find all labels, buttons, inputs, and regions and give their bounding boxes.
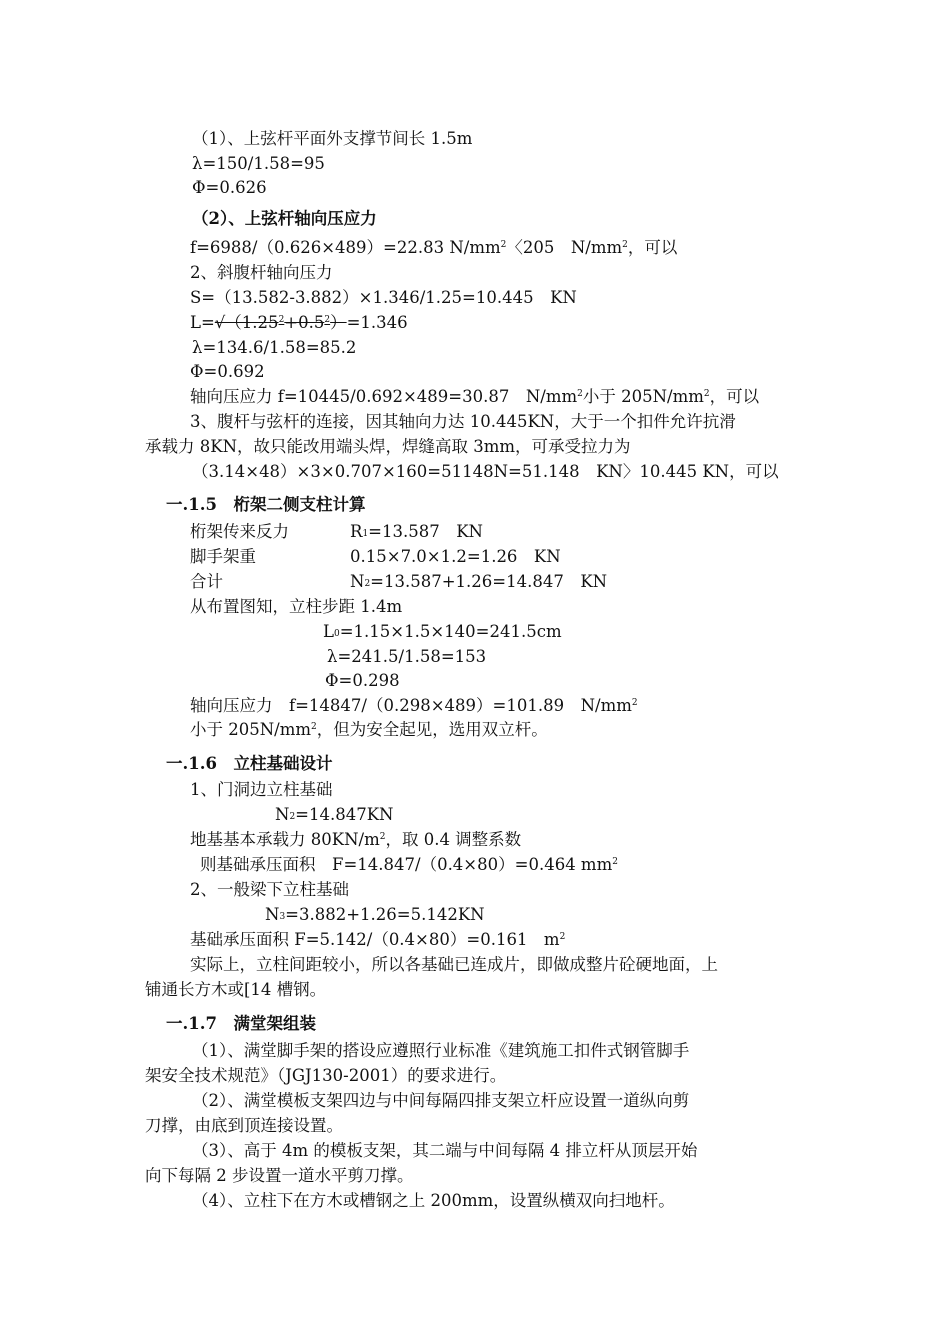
formula-line: λ=134.6/1.58=85.2 <box>192 338 357 357</box>
paragraph-line: （2）、满堂模板支架四边与中间每隔四排支架立杆应设置一道纵向剪 <box>192 1091 690 1110</box>
paragraph-line: （4）、立柱下在方木或槽钢之上 200mm，设置纵横双向扫地杆。 <box>192 1191 675 1210</box>
text-line: λ=150/1.58=95 <box>192 154 325 173</box>
text-line: 2、一般梁下立柱基础 <box>190 880 349 899</box>
formula-line: 轴向压应力 f=14847/（0.298×489）=101.89 $N/mm^2$ <box>190 696 638 715</box>
text-line: 地基基本承载力 $80KN/m^2$，取 0.4 调整系数 <box>190 830 522 849</box>
section-heading: 一.1.6 立柱基础设计 <box>166 754 333 773</box>
formula-line: $N_3=3.882+1.26=5.142KN$ <box>265 905 485 924</box>
text-line: 小于 $205N/mm^2$，但为安全起见，选用双立杆。 <box>190 720 548 739</box>
text-line: 1、门洞边立柱基础 <box>190 780 333 799</box>
table-value: $R_1=13.587$ KN <box>350 522 483 541</box>
formula-line: （3.14×48）×3×0.707×160=51148N=51.148 KN〉10.445 KN，可以 <box>192 462 779 481</box>
section-heading: 一.1.5 桁架二侧支柱计算 <box>166 495 366 514</box>
formula-line: $L_0=1.15\times 1.5\times 140=241.5cm$ <box>323 622 562 641</box>
table-value: $N_2=13.587+1.26=14.847$ KN <box>350 572 608 591</box>
text-line: Φ=0.626 <box>192 178 267 197</box>
paragraph-line: （1）、满堂脚手架的搭设应遵照行业标准《建筑施工扣件式钢管脚手 <box>192 1041 690 1060</box>
paragraph-line: 刀撑，由底到顶连接设置。 <box>145 1116 343 1135</box>
text-line: 2、斜腹杆轴向压力 <box>190 263 333 282</box>
formula-line: $N_2=14.847KN$ <box>275 805 394 824</box>
section-heading: 一.1.7 满堂架组装 <box>166 1014 316 1033</box>
formula-line: Φ=0.692 <box>190 362 265 381</box>
text-line: 实际上，立柱间距较小，所以各基础已连成片，即做成整片砼硬地面，上 <box>190 955 718 974</box>
paragraph-line: 向下每隔 2 步设置一道水平剪刀撑。 <box>145 1166 414 1185</box>
formula-line: 则基础承压面积 F=14.847/（0.4×80）=0.464 $mm^2$ <box>200 855 618 874</box>
formula-line: f=6988/（0.626×489）=22.83 $N/mm^2$〈205 $N/mm^2$，可以 <box>190 238 678 257</box>
formula-line: $L=√(1.25^2+0.5^2)=1.346$ <box>190 313 408 332</box>
formula-line: S=（13.582-3.882）×1.346/1.25=10.445 KN <box>190 288 577 307</box>
table-label: 桁架传来反力 <box>190 522 289 541</box>
text-line: 铺通长方木或[14 槽钢。 <box>145 980 327 999</box>
formula-line: 轴向压应力 f=10445/0.692×489=30.87 $N/mm^2$小于 $205N/mm^2$，可以 <box>190 387 760 406</box>
paragraph-line: 架安全技术规范》（JGJ130-2001）的要求进行。 <box>145 1066 507 1085</box>
formula-line: 基础承压面积 F=5.142/（0.4×80）=0.161 $m^2$ <box>190 930 566 949</box>
paragraph-line: （3）、高于 4m 的模板支架，其二端与中间每隔 4 排立杆从顶层开始 <box>192 1141 698 1160</box>
formula-line: Φ=0.298 <box>325 671 400 690</box>
table-value: 0.15×7.0×1.2=1.26 KN <box>350 547 561 566</box>
table-label: 脚手架重 <box>190 547 256 566</box>
text-line: 3、腹杆与弦杆的连接，因其轴向力达 10.445KN，大于一个扣件允许抗滑 <box>190 412 736 431</box>
text-line: 从布置图知，立柱步距 1.4m <box>190 597 403 616</box>
text-line: （1）、上弦杆平面外支撑节间长 1.5m <box>192 129 473 148</box>
formula-line: λ=241.5/1.58=153 <box>327 647 487 666</box>
text-line: 承载力 8KN，故只能改用端头焊，焊缝高取 3mm，可承受拉力为 <box>145 437 631 456</box>
subheading: （2）、上弦杆轴向压应力 <box>192 209 377 228</box>
table-label: 合计 <box>190 572 223 591</box>
